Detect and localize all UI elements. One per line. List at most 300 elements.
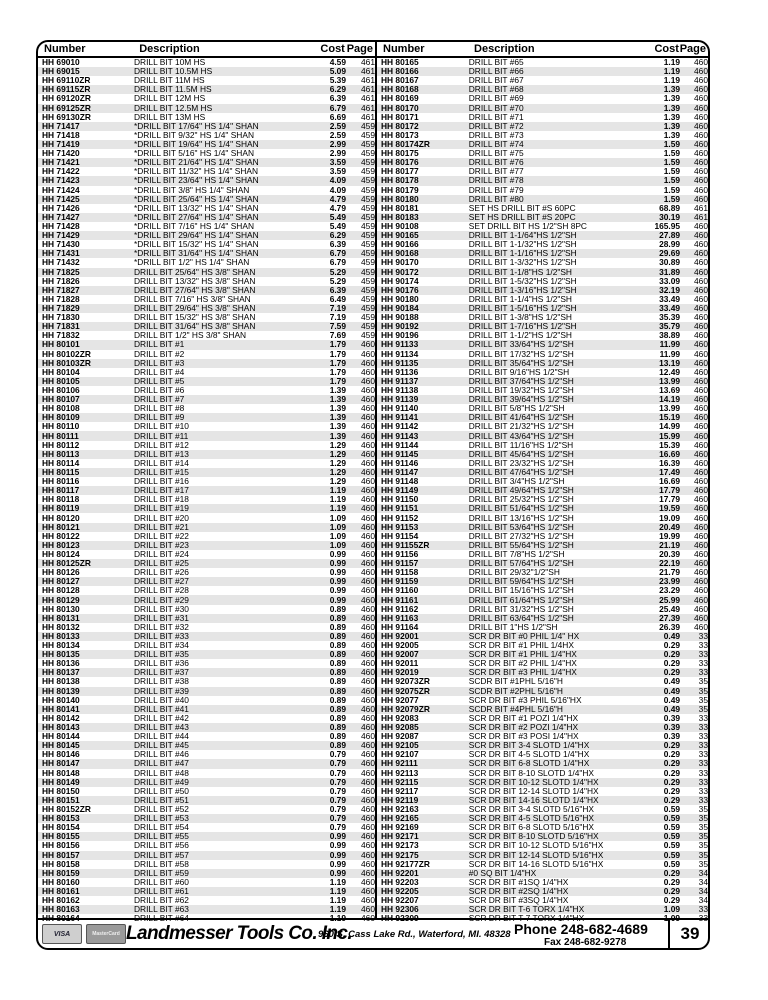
part-description: *DRILL BIT 15/32" HS 1/4" SHAN bbox=[134, 240, 259, 250]
part-page: 460 bbox=[694, 385, 708, 395]
part-description: DRILL BIT 11.5M HS bbox=[134, 85, 212, 95]
part-description: DRILL BIT 3/4"HS 1/2"SH bbox=[468, 477, 565, 487]
table-row bbox=[38, 441, 375, 450]
table-row bbox=[377, 67, 708, 76]
part-page: 460 bbox=[694, 267, 708, 277]
part-description: DRILL BIT 13M HS bbox=[134, 112, 206, 122]
part-description: DRILL BIT 37/64"HS 1/2"SH bbox=[468, 376, 574, 386]
part-cost: 0.29 bbox=[663, 750, 681, 760]
table-row bbox=[38, 851, 375, 860]
part-number: HH 80104 bbox=[42, 367, 80, 377]
table-row bbox=[377, 431, 708, 440]
table-row bbox=[38, 331, 375, 340]
part-description: DRILL BIT #25 bbox=[134, 559, 189, 569]
table-row bbox=[377, 58, 708, 67]
part-description: DRILL BIT #63 bbox=[134, 905, 189, 915]
table-row bbox=[38, 222, 375, 231]
part-page: 460 bbox=[361, 804, 375, 815]
part-description: DRILL BIT #31 bbox=[134, 613, 189, 623]
part-number: HH 80158 bbox=[42, 859, 80, 869]
part-number: HH 92007 bbox=[381, 650, 419, 660]
table-row bbox=[38, 568, 375, 577]
part-page: 460 bbox=[694, 130, 708, 140]
part-number: HH 69125ZR bbox=[42, 103, 91, 113]
table-row bbox=[38, 158, 375, 167]
part-page: 460 bbox=[694, 458, 708, 468]
table-row bbox=[377, 277, 708, 286]
part-page: 33 bbox=[698, 650, 708, 660]
part-description: DRILL BIT 11/16"HS 1/2"SH bbox=[468, 440, 574, 450]
part-description: DRILL BIT 13/32" HS 3/8" SHAN bbox=[134, 276, 256, 286]
part-number: HH 80152ZR bbox=[42, 804, 91, 815]
part-description: DRILL BIT 61/64"HS 1/2"SH bbox=[468, 595, 574, 605]
header-page: Page bbox=[346, 43, 373, 55]
part-cost: 0.39 bbox=[663, 732, 681, 742]
part-cost: 19.99 bbox=[659, 531, 681, 541]
part-description: SCR DR BIT 8-10 SLOTD 5/16"HX bbox=[468, 832, 599, 842]
part-number: HH 80169 bbox=[381, 94, 419, 104]
part-cost: 1.19 bbox=[329, 886, 346, 896]
part-page: 460 bbox=[694, 331, 708, 341]
part-cost: 13.99 bbox=[659, 376, 681, 386]
part-number: HH 92306 bbox=[381, 905, 419, 915]
part-number: HH 71832 bbox=[42, 331, 80, 341]
part-page: 460 bbox=[361, 850, 375, 860]
part-description: DRILL BIT #68 bbox=[468, 85, 524, 95]
part-description: DRILL BIT #64 bbox=[134, 914, 189, 924]
table-row bbox=[377, 195, 708, 204]
part-description: DRILL BIT 1-3/16"HS 1/2"SH bbox=[468, 285, 577, 295]
part-page: 459 bbox=[361, 121, 375, 131]
part-cost: 0.79 bbox=[329, 804, 346, 815]
part-page: 460 bbox=[694, 240, 708, 250]
part-number: HH 69120ZR bbox=[42, 94, 91, 104]
part-cost: 1.19 bbox=[329, 495, 346, 505]
part-number: HH 92083 bbox=[381, 713, 419, 723]
part-number: HH 71830 bbox=[42, 313, 80, 323]
part-number: HH 91138 bbox=[381, 385, 419, 395]
part-description: DRILL BIT #8 bbox=[134, 404, 185, 414]
part-page: 460 bbox=[361, 504, 375, 514]
part-description: DRILL BIT #78 bbox=[468, 176, 524, 186]
part-cost: 1.79 bbox=[329, 340, 346, 350]
part-cost: 1.79 bbox=[329, 367, 346, 377]
table-row bbox=[38, 268, 375, 277]
mastercard-icon: MasterCard bbox=[86, 924, 126, 944]
part-cost: 0.29 bbox=[663, 868, 681, 878]
part-page: 459 bbox=[361, 149, 375, 159]
part-cost: 13.99 bbox=[659, 404, 681, 414]
part-number: HH 91154 bbox=[381, 531, 419, 541]
part-page: 460 bbox=[694, 94, 708, 104]
part-number: HH 91150 bbox=[381, 495, 419, 505]
table-row bbox=[377, 614, 708, 623]
part-number: HH 71432 bbox=[42, 258, 80, 268]
table-row bbox=[377, 413, 708, 422]
part-page: 460 bbox=[361, 886, 375, 896]
header-cost: Cost bbox=[320, 43, 345, 55]
part-cost: 0.99 bbox=[329, 568, 346, 578]
table-row bbox=[38, 131, 375, 140]
part-description: SCR DR BIT #3 POSI 1/4"HX bbox=[468, 732, 579, 742]
part-description: DRILL BIT #30 bbox=[134, 604, 189, 614]
part-description: DRILL BIT 43/64"HS 1/2"SH bbox=[468, 431, 574, 441]
part-description: DRILL BIT 45/64"HS 1/2"SH bbox=[468, 449, 574, 459]
part-description: DRILL BIT #17 bbox=[134, 486, 189, 496]
part-description: SCR DR BIT #1 POZI 1/4"HX bbox=[468, 713, 579, 723]
part-page: 460 bbox=[361, 559, 375, 569]
part-number: HH 92079ZR bbox=[381, 704, 430, 714]
part-cost: 0.89 bbox=[329, 686, 346, 696]
table-row bbox=[38, 668, 375, 677]
part-page: 460 bbox=[361, 750, 375, 760]
table-row bbox=[377, 851, 708, 860]
table-row bbox=[377, 577, 708, 586]
part-cost: 0.89 bbox=[329, 613, 346, 623]
part-cost: 35.39 bbox=[659, 313, 681, 323]
part-page: 35 bbox=[698, 814, 708, 824]
table-row bbox=[38, 714, 375, 723]
part-cost: 0.59 bbox=[663, 823, 681, 833]
table-row bbox=[38, 550, 375, 559]
part-cost: 0.99 bbox=[329, 586, 346, 596]
part-number: HH 91161 bbox=[381, 595, 419, 605]
part-cost: 0.89 bbox=[329, 650, 346, 660]
part-description: *DRILL BIT 31/64" HS 1/4" SHAN bbox=[134, 249, 259, 259]
part-cost: 0.89 bbox=[329, 704, 346, 714]
part-page: 460 bbox=[694, 513, 708, 523]
part-number: HH 80130 bbox=[42, 604, 80, 614]
part-number: HH 80145 bbox=[42, 741, 80, 751]
part-number: HH 92119 bbox=[381, 795, 419, 805]
part-cost: 6.39 bbox=[329, 94, 346, 104]
part-page: 35 bbox=[698, 859, 708, 869]
table-row bbox=[38, 450, 375, 459]
part-description: SCR DR BIT #2 PHIL 1/4"HX bbox=[468, 659, 577, 669]
part-number: HH 91160 bbox=[381, 586, 419, 596]
part-cost: 7.69 bbox=[329, 331, 346, 341]
part-page: 459 bbox=[361, 130, 375, 140]
table-row bbox=[377, 240, 708, 249]
table-row bbox=[377, 459, 708, 468]
table-row bbox=[38, 149, 375, 158]
part-cost: 0.49 bbox=[663, 686, 681, 696]
part-cost: 29.69 bbox=[659, 249, 681, 259]
part-cost: 1.19 bbox=[663, 67, 681, 77]
part-description: DRILL BIT 33/64"HS 1/2"SH bbox=[468, 340, 574, 350]
part-cost: 19.59 bbox=[659, 504, 681, 514]
part-number: HH 90196 bbox=[381, 331, 419, 341]
part-page: 460 bbox=[361, 495, 375, 505]
part-cost: 0.49 bbox=[663, 704, 681, 714]
part-page: 460 bbox=[361, 759, 375, 769]
part-page: 460 bbox=[361, 695, 375, 705]
part-description: DRILL BIT 1-3/8"HS 1/2"SH bbox=[468, 313, 572, 323]
part-cost: 0.89 bbox=[329, 677, 346, 687]
table-row bbox=[377, 477, 708, 486]
part-cost: 1.09 bbox=[329, 522, 346, 532]
part-description: DRILL BIT #37 bbox=[134, 668, 189, 678]
part-page: 460 bbox=[694, 568, 708, 578]
part-number: HH 80119 bbox=[42, 504, 80, 514]
table-row bbox=[38, 632, 375, 641]
part-cost: 0.59 bbox=[663, 859, 681, 869]
part-cost: 1.29 bbox=[329, 477, 346, 487]
part-number: HH 91155ZR bbox=[381, 540, 430, 550]
part-number: HH 92117 bbox=[381, 786, 419, 796]
part-cost: 0.29 bbox=[663, 650, 681, 660]
part-page: 460 bbox=[694, 231, 708, 241]
part-description: SCR DR BIT 12-14 SLOTD 5/16"HX bbox=[468, 850, 604, 860]
part-number: HH 80162 bbox=[42, 896, 80, 906]
part-description: DRILL BIT 7/16" HS 3/8" SHAN bbox=[134, 294, 251, 304]
table-row bbox=[377, 723, 708, 732]
part-cost: 4.59 bbox=[329, 58, 346, 68]
part-cost: 2.99 bbox=[329, 139, 346, 150]
part-page: 460 bbox=[694, 194, 708, 204]
part-page: 460 bbox=[361, 786, 375, 796]
part-page: 461 bbox=[361, 76, 375, 86]
part-description: DRILL BIT 53/64"HS 1/2"SH bbox=[468, 522, 574, 532]
part-page: 460 bbox=[361, 540, 375, 550]
part-page: 460 bbox=[361, 722, 375, 733]
part-cost: 27.39 bbox=[659, 613, 681, 623]
part-page: 460 bbox=[361, 449, 375, 459]
part-description: DRILL BIT #13 bbox=[134, 449, 189, 459]
part-cost: 1.19 bbox=[329, 905, 346, 915]
table-row bbox=[377, 231, 708, 240]
part-description: DRILL BIT #58 bbox=[134, 859, 189, 869]
part-cost: 30.19 bbox=[659, 212, 681, 222]
table-row bbox=[38, 841, 375, 850]
part-description: SCR DR BIT 14-16 SLOTD 1/4"HX bbox=[468, 795, 599, 805]
part-page: 460 bbox=[361, 568, 375, 578]
part-cost: 7.59 bbox=[329, 322, 346, 332]
part-cost: 1.19 bbox=[329, 877, 346, 887]
table-row bbox=[38, 359, 375, 368]
part-number: HH 69130ZR bbox=[42, 112, 91, 122]
part-page: 460 bbox=[361, 823, 375, 833]
part-description: SCR DR BIT 10-12 SLOTD 5/16"HX bbox=[468, 841, 604, 851]
part-page: 460 bbox=[361, 586, 375, 596]
part-number: HH 90168 bbox=[381, 249, 419, 259]
part-cost: 35.79 bbox=[659, 322, 681, 332]
part-description: DRILL BIT 1"HS 1/2"SH bbox=[468, 622, 558, 632]
part-number: HH 71424 bbox=[42, 185, 80, 195]
part-number: HH 80157 bbox=[42, 850, 80, 860]
part-page: 460 bbox=[694, 495, 708, 505]
table-row bbox=[377, 85, 708, 94]
part-page: 459 bbox=[361, 194, 375, 204]
table-row bbox=[377, 632, 708, 641]
part-page: 460 bbox=[694, 349, 708, 359]
part-description: DRILL BIT #72 bbox=[468, 121, 524, 131]
part-number: HH 92163 bbox=[381, 804, 419, 815]
table-row bbox=[377, 368, 708, 377]
part-number: HH 80141 bbox=[42, 704, 80, 714]
table-row bbox=[377, 623, 708, 632]
part-number: HH 91144 bbox=[381, 440, 419, 450]
part-cost: 6.39 bbox=[329, 285, 346, 295]
part-number: HH 80177 bbox=[381, 167, 419, 177]
part-description: SCR DR BIT 4-5 SLOTD 1/4"HX bbox=[468, 750, 590, 760]
table-row bbox=[38, 523, 375, 532]
part-cost: 1.19 bbox=[329, 486, 346, 496]
table-row bbox=[377, 213, 708, 222]
part-number: HH 80166 bbox=[381, 67, 419, 77]
part-page: 460 bbox=[361, 531, 375, 541]
part-number: HH 71417 bbox=[42, 121, 80, 131]
part-description: DRILL BIT #21 bbox=[134, 522, 189, 532]
part-cost: 25.99 bbox=[659, 595, 681, 605]
part-cost: 1.39 bbox=[329, 404, 346, 414]
part-description: DRILL BIT #52 bbox=[134, 804, 189, 815]
part-page: 460 bbox=[361, 631, 375, 641]
part-page: 33 bbox=[698, 786, 708, 796]
table-row bbox=[38, 395, 375, 404]
part-page: 33 bbox=[698, 768, 708, 778]
part-description: SCR DR BIT #3 PHIL 1/4"HX bbox=[468, 668, 577, 678]
part-description: DRILL BIT #61 bbox=[134, 886, 189, 896]
part-number: HH 80150 bbox=[42, 786, 80, 796]
part-cost: 1.39 bbox=[329, 385, 346, 395]
part-number: HH 80135 bbox=[42, 650, 80, 660]
part-number: HH 91156 bbox=[381, 549, 419, 559]
table-row bbox=[377, 122, 708, 131]
part-page: 459 bbox=[361, 313, 375, 323]
part-cost: 0.89 bbox=[329, 713, 346, 723]
part-page: 461 bbox=[361, 94, 375, 104]
table-row bbox=[377, 149, 708, 158]
part-description: DRILL BIT #38 bbox=[134, 677, 189, 687]
part-cost: 6.29 bbox=[329, 85, 346, 95]
part-description: DRILL BIT #45 bbox=[134, 741, 189, 751]
part-page: 33 bbox=[698, 795, 708, 805]
part-description: SCR DR BIT #1SQ 1/4"HX bbox=[468, 877, 569, 887]
table-row bbox=[377, 313, 708, 322]
part-page: 459 bbox=[361, 139, 375, 150]
table-row bbox=[377, 805, 708, 814]
part-page: 459 bbox=[361, 221, 375, 232]
part-cost: 16.69 bbox=[659, 477, 681, 487]
table-row bbox=[377, 732, 708, 741]
part-cost: 0.79 bbox=[329, 814, 346, 824]
table-row bbox=[377, 422, 708, 431]
part-number: HH 69015 bbox=[42, 67, 80, 77]
part-description: DRILL BIT #2 bbox=[134, 349, 185, 359]
part-page: 460 bbox=[361, 868, 375, 878]
part-cost: 4.09 bbox=[329, 176, 346, 186]
part-cost: 0.79 bbox=[329, 786, 346, 796]
part-cost: 2.59 bbox=[329, 130, 346, 140]
part-number: HH 80114 bbox=[42, 458, 80, 468]
part-description: DRILL BIT #47 bbox=[134, 759, 189, 769]
part-number: HH 91143 bbox=[381, 431, 419, 441]
part-cost: 22.19 bbox=[659, 559, 681, 569]
left-column bbox=[38, 42, 375, 924]
part-cost: 15.19 bbox=[659, 413, 681, 423]
part-page: 460 bbox=[694, 322, 708, 332]
part-page: 459 bbox=[361, 322, 375, 332]
part-number: HH 80105 bbox=[42, 376, 80, 386]
part-description: DRILL BIT #36 bbox=[134, 659, 189, 669]
table-row bbox=[377, 386, 708, 395]
part-page: 460 bbox=[361, 367, 375, 377]
table-row bbox=[38, 650, 375, 659]
part-page: 460 bbox=[694, 404, 708, 414]
part-description: DRILL BIT 49/64"HS 1/2"SH bbox=[468, 486, 574, 496]
part-cost: 0.89 bbox=[329, 622, 346, 632]
part-description: SCR DR BIT #2SQ 1/4"HX bbox=[468, 886, 569, 896]
part-cost: 0.29 bbox=[663, 659, 681, 669]
table-row bbox=[38, 878, 375, 887]
table-row bbox=[377, 541, 708, 550]
part-number: HH 92019 bbox=[381, 668, 419, 678]
part-number: HH 80117 bbox=[42, 486, 80, 496]
table-row bbox=[377, 741, 708, 750]
part-number: HH 80122 bbox=[42, 531, 80, 541]
part-number: HH 91153 bbox=[381, 522, 419, 532]
table-row bbox=[377, 769, 708, 778]
part-page: 460 bbox=[694, 158, 708, 168]
table-row bbox=[38, 814, 375, 823]
part-cost: 1.39 bbox=[663, 112, 681, 122]
table-row bbox=[377, 504, 708, 513]
table-row bbox=[377, 559, 708, 568]
part-number: HH 90172 bbox=[381, 267, 419, 277]
table-row bbox=[38, 422, 375, 431]
part-description: DRILL BIT #15 bbox=[134, 467, 189, 477]
table-row bbox=[38, 113, 375, 122]
part-description: DRILL BIT #39 bbox=[134, 686, 189, 696]
part-page: 33 bbox=[698, 741, 708, 751]
part-cost: 0.79 bbox=[329, 750, 346, 760]
part-page: 461 bbox=[694, 203, 708, 213]
part-number: HH 91140 bbox=[381, 404, 419, 414]
part-number: HH 80127 bbox=[42, 577, 80, 587]
part-cost: 20.49 bbox=[659, 522, 681, 532]
part-description: SCR DR BIT 10-12 SLOTD 1/4"HX bbox=[468, 777, 599, 787]
part-description: DRILL BIT 31/32"HS 1/2"SH bbox=[468, 604, 574, 614]
part-page: 460 bbox=[361, 613, 375, 623]
part-cost: 23.99 bbox=[659, 577, 681, 587]
part-description: *DRILL BIT 17/64" HS 1/4" SHAN bbox=[134, 121, 259, 131]
right-rows bbox=[377, 58, 708, 923]
table-row bbox=[377, 668, 708, 677]
part-page: 460 bbox=[694, 595, 708, 605]
table-row bbox=[38, 431, 375, 440]
table-row bbox=[377, 113, 708, 122]
part-number: HH 80153 bbox=[42, 814, 80, 824]
part-description: DRILL BIT #76 bbox=[468, 158, 524, 168]
part-description: SCR DR BIT 3-4 SLOTD 1/4"HX bbox=[468, 741, 590, 751]
part-description: DRILL BIT 35/64"HS 1/2"SH bbox=[468, 358, 574, 368]
part-cost: 0.89 bbox=[329, 722, 346, 733]
part-page: 460 bbox=[361, 595, 375, 605]
part-page: 460 bbox=[694, 504, 708, 514]
part-page: 460 bbox=[361, 841, 375, 851]
table-row bbox=[377, 887, 708, 896]
part-page: 460 bbox=[361, 486, 375, 496]
part-cost: 16.69 bbox=[659, 449, 681, 459]
part-page: 460 bbox=[361, 604, 375, 614]
part-number: HH 92177ZR bbox=[381, 859, 430, 869]
part-number: HH 80163 bbox=[42, 905, 80, 915]
part-cost: 27.89 bbox=[659, 231, 681, 241]
part-number: HH 80103ZR bbox=[42, 358, 91, 368]
part-cost: 0.89 bbox=[329, 741, 346, 751]
part-page: 459 bbox=[361, 303, 375, 313]
